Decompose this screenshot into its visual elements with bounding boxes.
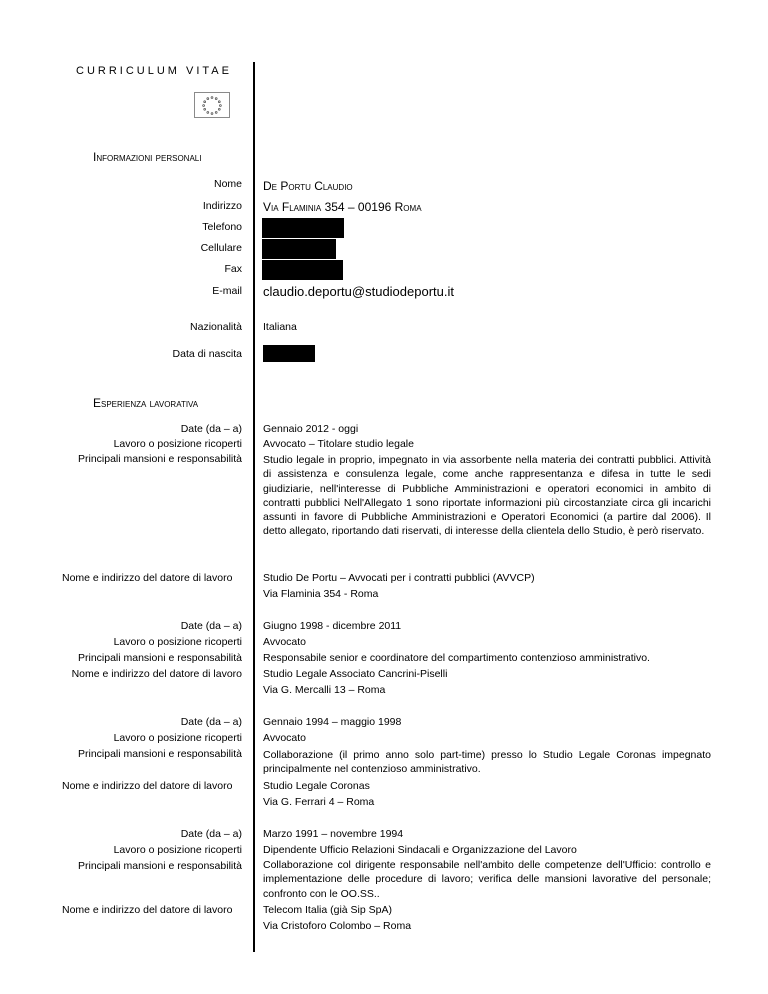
label-date-2: Date (da – a) xyxy=(180,620,242,632)
redacted-telefono xyxy=(262,218,344,238)
entry-4-posizione: Dipendente Ufficio Relazioni Sindacali e Organizzazione del Lavoro xyxy=(263,844,577,856)
value-email[interactable]: claudio.deportu@studiodeportu.it xyxy=(263,284,454,299)
experience-section-title: Esperienza lavorativa xyxy=(93,396,199,410)
label-mansioni-1: Principali mansioni e responsabilità xyxy=(77,453,242,465)
label-nome: Nome xyxy=(213,178,242,190)
value-nazionalita: Italiana xyxy=(263,321,297,333)
label-date-4: Date (da – a) xyxy=(180,828,242,840)
label-datore-3: Nome e indirizzo del datore di lavoro xyxy=(62,780,233,792)
label-posizione-2: Lavoro o posizione ricoperti xyxy=(113,636,242,648)
cv-title: CURRICULUM VITAE xyxy=(76,65,232,77)
label-indirizzo: Indirizzo xyxy=(202,200,242,212)
label-datore-1: Nome e indirizzo del datore di lavoro xyxy=(62,572,233,584)
label-date-1: Date (da – a) xyxy=(180,423,242,435)
label-mansioni-2: Principali mansioni e responsabilità xyxy=(77,652,242,664)
entry-1-datore-nome: Studio De Portu – Avvocati per i contratti pubblici (AVVCP) xyxy=(263,572,535,584)
label-datore-2: Nome e indirizzo del datore di lavoro xyxy=(71,668,242,680)
entry-2-datore-nome: Studio Legale Associato Cancrini-Piselli xyxy=(263,668,448,680)
entry-1-mansioni: Studio legale in proprio, impegnato in via assorbente nella materia dei contratti pubblici. Attività di assistenza e consulenza legale, come anche rappresentanza e difesa in tutte le sedi giudiziarie, nell'interesse di Pubbliche Amministrazioni e operatori economici in ambito di contratti pubblici Nell'Allegato 1 sono riportate informazioni più circostanziate circa gli incarichi assunti in favore di Pubbliche Amministrazioni e Operatori Economici (a partire dal 2006). Il detto allegato, riportando dati riservati, di interesse della clientela dello Studio, è però riservato. xyxy=(263,454,711,538)
label-nazionalita: Nazionalità xyxy=(190,321,242,333)
label-mansioni-4: Principali mansioni e responsabilità xyxy=(77,860,242,872)
entry-2-mansioni: Responsabile senior e coordinatore del compartimento contenzioso amministrativo. xyxy=(263,652,650,664)
entry-4-mansioni: Collaborazione col dirigente responsabile nell'ambito delle competenze dell'Ufficio: controllo e implementazione delle procedure di lavoro; verifica delle mansioni lavorative del personale; confronto con le OO.SS.. xyxy=(263,859,711,900)
label-datore-4: Nome e indirizzo del datore di lavoro xyxy=(62,904,233,916)
value-nome: De Portu Claudio xyxy=(263,179,353,193)
label-mansioni-3: Principali mansioni e responsabilità xyxy=(77,748,242,760)
entry-2-date: Giugno 1998 - dicembre 2011 xyxy=(263,620,402,632)
entry-3-date: Gennaio 1994 – maggio 1998 xyxy=(263,716,402,728)
entry-3-datore-nome: Studio Legale Coronas xyxy=(263,780,370,792)
entry-3-posizione: Avvocato xyxy=(263,732,306,744)
value-indirizzo: Via Flaminia 354 – 00196 Roma xyxy=(263,200,422,214)
entry-4-datore-nome: Telecom Italia (già Sip SpA) xyxy=(263,904,392,916)
label-posizione-4: Lavoro o posizione ricoperti xyxy=(113,844,242,856)
entry-4-date: Marzo 1991 – novembre 1994 xyxy=(263,828,404,840)
label-posizione-3: Lavoro o posizione ricoperti xyxy=(113,732,242,744)
eu-flag-icon xyxy=(194,92,230,118)
label-date-3: Date (da – a) xyxy=(180,716,242,728)
entry-3-mansioni: Collaborazione (il primo anno solo part-time) presso lo Studio Legale Coronas impegnato principalmente nel contenzioso amministrativo. xyxy=(263,749,711,776)
entry-1-date: Gennaio 2012 - oggi xyxy=(263,423,359,435)
entry-1-datore-indirizzo: Via Flaminia 354 - Roma xyxy=(263,588,379,600)
entry-2-posizione: Avvocato xyxy=(263,636,306,648)
label-cellulare: Cellulare xyxy=(200,242,242,254)
label-telefono: Telefono xyxy=(202,221,242,233)
redacted-fax xyxy=(262,260,343,280)
redacted-cellulare xyxy=(262,239,336,259)
label-fax: Fax xyxy=(224,263,242,275)
entry-1-posizione: Avvocato – Titolare studio legale xyxy=(263,438,414,450)
entry-4-datore-indirizzo: Via Cristoforo Colombo – Roma xyxy=(263,920,412,932)
label-posizione-1: Lavoro o posizione ricoperti xyxy=(113,438,242,450)
entry-2-datore-indirizzo: Via G. Mercalli 13 – Roma xyxy=(263,684,386,696)
entry-3-datore-indirizzo: Via G. Ferrari 4 – Roma xyxy=(263,796,375,808)
column-divider xyxy=(253,62,255,952)
label-email: E-mail xyxy=(212,285,242,297)
personal-section-title: Informazioni personali xyxy=(93,150,202,164)
label-data-nascita: Data di nascita xyxy=(172,348,242,360)
redacted-data-nascita xyxy=(263,345,315,362)
